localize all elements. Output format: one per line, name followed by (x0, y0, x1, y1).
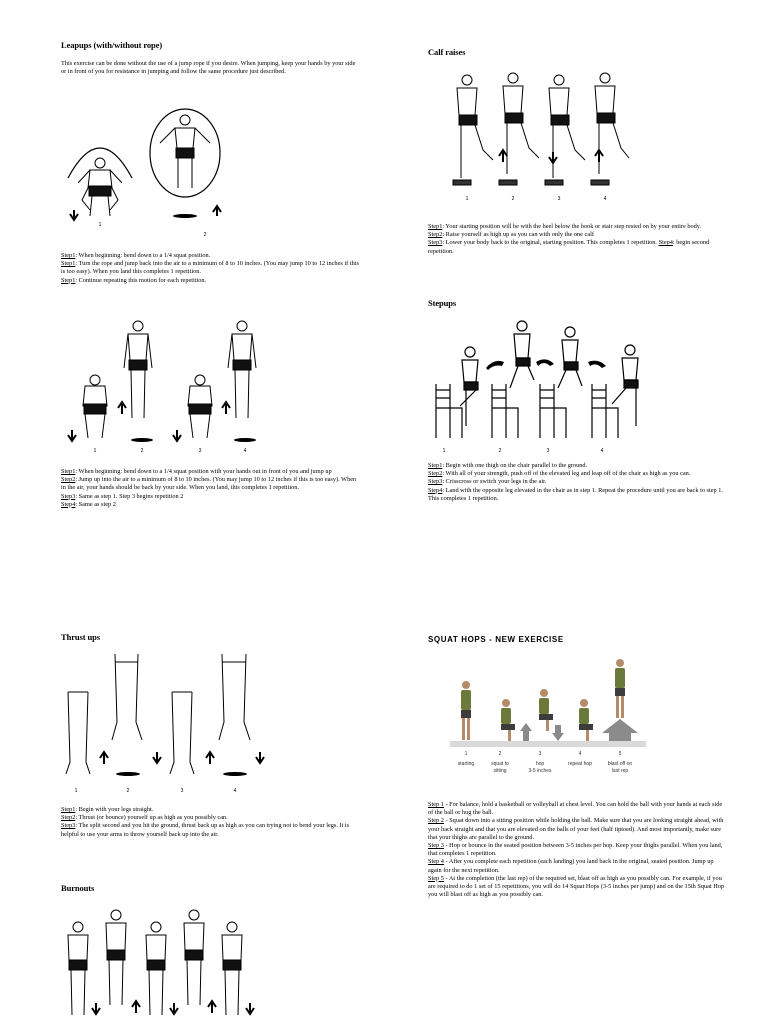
calf-fig-label: 3 (557, 196, 561, 202)
stepups-fig-label: 2 (498, 448, 502, 454)
stepups-fig-label: 4 (600, 448, 604, 454)
squathops-title: SQUAT HOPS - NEW EXERCISE (428, 635, 564, 644)
step-label: Step3 (61, 492, 76, 500)
step-label: Step3 (428, 478, 443, 486)
leapups-fig-label: 1 (98, 222, 102, 228)
stepups-fig-label: 3 (546, 448, 550, 454)
squathops-fig-number: 5 (618, 751, 622, 757)
step-label: Step1 (428, 462, 443, 469)
squathops-fig-number: 2 (498, 751, 502, 757)
leapups-intro: This exercise can be done without the use of a jump rope if you desire. When jumping, keep your hands by your side or in front of you for resistance in jumping and follow the same procedure just described. (61, 60, 356, 76)
squathops-fig-caption: last rep (611, 768, 629, 774)
calf-figure (445, 70, 630, 205)
squathops-fig-number: 1 (464, 751, 468, 757)
thrustups-fig-label: 1 (74, 788, 78, 794)
step-label: Step1 (61, 276, 76, 284)
jumpups-fig-label: 4 (243, 448, 247, 454)
calf-title: Calf raises (428, 47, 466, 57)
leapups-fig-label: 2 (203, 232, 207, 238)
leapups-title: Leapups (with/without rope) (61, 40, 163, 50)
jumpups-fig-label: 2 (140, 448, 144, 454)
leapups-figure (60, 108, 240, 243)
thrustups-figure (60, 652, 265, 802)
step-label: Step4 (428, 486, 443, 494)
thrustups-fig-label: 2 (126, 788, 130, 794)
jumpups-fig-label: 3 (198, 448, 202, 454)
stepups-fig-label: 1 (442, 448, 446, 454)
step-label: Step4 (658, 239, 673, 247)
squathops-fig-number: 3 (538, 751, 542, 757)
step-label: Step1 (61, 806, 76, 813)
squathops-figure (448, 655, 648, 785)
step-label: Step1 (61, 468, 76, 475)
step-label: Step 1 (428, 801, 444, 808)
calf-fig-label: 1 (465, 196, 469, 202)
thrustups-steps: Step1: Begin with your legs straight. Step2: Thrust (or bounce) yourself up as high as you possibly can. Step3: The split second and you hit the ground, thrust back up as high as you can trying not to bend your legs. It is helpful to use your arms to throw yourself back up into the air. (61, 806, 350, 838)
squathops-fig-caption: 3-5 inches (528, 768, 552, 774)
squathops-fig-caption: hop (535, 761, 545, 767)
step-label: Step 3 (428, 842, 444, 850)
stepups-figure (430, 318, 650, 456)
step-label: Step1 (61, 260, 76, 268)
step-label: Step4 (61, 500, 76, 508)
stepups-title: Stepups (428, 298, 457, 308)
step-label: Step1 (428, 223, 443, 230)
squathops-fig-caption: sitting (493, 768, 507, 774)
step-label: Step1 (61, 252, 76, 259)
burnouts-title: Burnouts (61, 883, 95, 893)
jumpups-figure (60, 318, 270, 458)
squathops-fig-caption: starting (457, 761, 475, 767)
step-label: Step2 (61, 814, 76, 822)
calf-steps: Step1: Your starting position will be with the heel below the book or stair step rested on by your entire body. Step2: Raise yourself as high up as you can with only the one calf Step3: Lower your body back to the original, starting position. This completes 1 repetition. Step4: begin second repetition. (428, 223, 710, 255)
step-label: Step3 (61, 822, 76, 830)
calf-fig-label: 4 (603, 196, 607, 202)
step-label: Step3 (428, 239, 443, 247)
squathops-fig-caption: repeat hop (568, 761, 592, 767)
jumpups-steps: Step1: When beginning: bend down to a 1/4 squat position with your hands out in front of you and jump up Step2: Jump up into the air to a minimum of 8 to 10 inches. (You may jump 10 to 12 inches if this is too easy). When in the air, your hands should be back by your side. When you land, this completes 1 repetition. Step3: Same as step 1. Step 3 begins repetition 2 Step4: Same as step 2 (61, 468, 357, 508)
burnouts-figure (60, 905, 260, 1024)
step-label: Step 2 (428, 817, 444, 825)
squathops-steps: Step 1 - For balance, hold a basketball or volleyball at chest level. You can hold the ball with your hands at each side of the ball or hug the ball. Step 2 - Squat down into a sitting position while holding the ball. Make sure that you are looking straight ahead, with your back straight and that you are elevated on the balls of your feet (half tiptoed). And most importantly, make sure that your thighs are parallel to the ground. Step 3 - Hop or bounce in the seated position between 3-5 inches per hop. Keep your thighs parallel. When you land, that completes 1 repetition. Step 4 - After you complete each repetition (each landing) you land back in the original, seated position. Jump up again for the next repetition. Step 5 - At the completion (the last rep) of the required set, blast off as high as you possibly can. For example, if you are required to do 1 set of 15 repetitions, you will do 14 Squat Hops (3-5 inches per jump) and on the 15th Squat Hop you will blast off as high as you possibly can. (428, 801, 725, 899)
calf-fig-label: 2 (511, 196, 515, 202)
leapups-steps: Step1: When beginning: bend down to a 1/4 squat position. Step1: Turn the rope and jump back into the air to a minimum of 8 to 10 inches. (You may jump 10 to 12 inches if this is too easy). When you land this completes 1 repetition. Step1: Continue repeating this motion for each repetition. (61, 252, 359, 284)
squathops-fig-caption: squat to (491, 761, 509, 767)
step-label: Step2 (428, 470, 443, 478)
step-label: Step2 (61, 476, 76, 484)
step-label: Step2 (428, 231, 443, 239)
jumpups-fig-label: 1 (93, 448, 97, 454)
step-label: Step 5 (428, 874, 444, 882)
stepups-steps: Step1: Begin with one thigh on the chair parallel to the ground. Step2: With all of your strength, push off of the elevated leg and leap off of the chair as high as you can. Step3: Crisscross or switch your legs in the air. Step4: Land with the opposite leg elevated in the chair as in step 1. Repeat the procedure until you are back to step 1. This completes 1 repetition. (428, 462, 723, 502)
squathops-fig-caption: blast off on (607, 761, 633, 767)
thrustups-fig-label: 3 (180, 788, 184, 794)
thrustups-title: Thrust ups (61, 632, 100, 642)
step-label: Step 4 (428, 858, 444, 866)
squathops-fig-number: 4 (578, 751, 582, 757)
thrustups-fig-label: 4 (233, 788, 237, 794)
